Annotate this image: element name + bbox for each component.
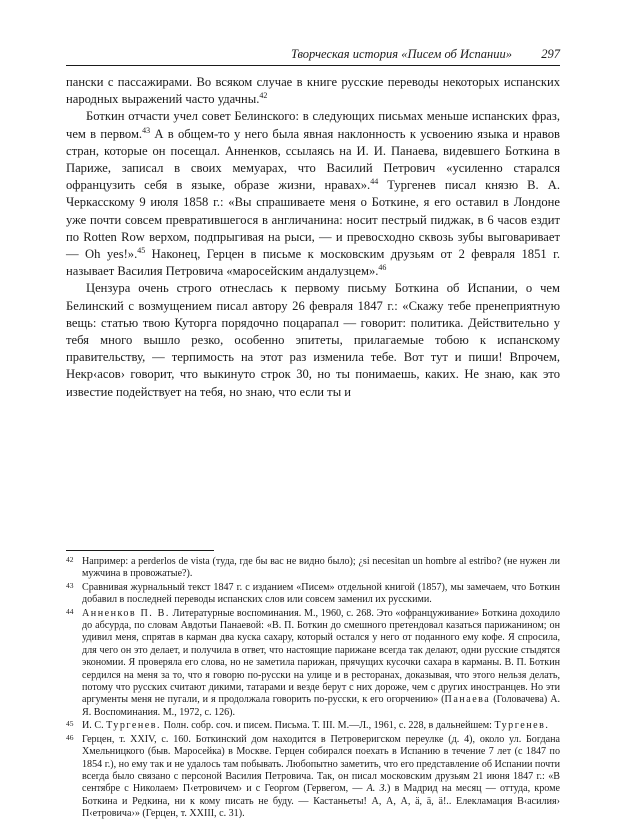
- footnote-ref: 42: [259, 91, 268, 101]
- footnote-text: Сравнивая журнальный текст 1847 г. с изданием «Писем» отдельной книгой (1857), мы замечаем, что Боткин добавил в последней переводы испанских слов или совсем заменил их русскими.: [82, 581, 560, 606]
- footnote-ref: 43: [142, 125, 151, 135]
- page-number: 297: [541, 47, 560, 61]
- footnotes: [66, 556, 560, 822]
- footnote-mark: 42: [66, 555, 74, 564]
- paragraph: [66, 74, 560, 108]
- running-header: [66, 46, 560, 64]
- footnote: [66, 556, 560, 581]
- header-rule: [66, 65, 560, 66]
- paragraph-text: Наконец, Герцен в письме к московским друзьям от 2 февраля 1851 г. называет Василия Петровича «маросейским андалузцем».: [66, 247, 560, 279]
- footnote-text: (Головачева) А. Я. Воспоминания. М., 1972, с. 126).: [82, 694, 561, 718]
- footnote-ref: 44: [370, 177, 379, 187]
- footnote-text: Герцен, т. XXIV, с. 160. Боткинский дом находится в Петроверигском переулке (д. 4), около ул. Богдана Хмельницкого (быв. Маросейка) в Москве. Герцен собирался поехать в Испанию в течение 7 лет (с 1847 по 1854 г.), но ему так и не удалось там побывать. Любопытно заметить, что его представление об Испании почти всегда было связано с персоной Василия Петровича. Так, он писал московским друзьям 21 июня 1847 г.: «В сентябре с Николаем› П‹етровичем› и с Георгом (Гервегом, —: [82, 733, 560, 795]
- paragraph-text: Боткин отчасти учел совет Белинского: в следующих письмах меньше испанских фраз, чем в первом.: [66, 109, 560, 141]
- footnote-mark: 43: [66, 580, 74, 590]
- footnote-text: Например: a perderlos de vista (туда, где бы вас не видно было); ¿si necesitan un hombre al estribo? (не нужен ли мужчина в провожатые?).: [82, 556, 560, 580]
- footnote-italic: А. З.: [366, 783, 388, 795]
- footnote: [66, 582, 560, 607]
- footnote-author: Панаева: [444, 694, 491, 706]
- footnote-mark: 46: [66, 732, 74, 742]
- footnote-author: Анненков П. В.: [82, 607, 170, 619]
- paragraph-text: Тургенев писал князю В. А. Черкасскому 9 июля 1858 г.: «Вы спрашиваете меня о Боткине, я его оставил в Лондоне уже почти совсем превратившегося в англичанина: носит пестрый пиджак, в 6 часов ездит по Rotten Row верхом, подпрыгивая на рыси, — и превосходно сквозь зубы выговаривает — Oh yes!».: [66, 178, 560, 262]
- paragraph-text: пански с пассажирами. Во всяком случае в книге русские переводы некоторых испанских народных выражений часто удачны.: [66, 75, 560, 107]
- footnote-rule: [66, 550, 214, 551]
- footnote-text: Литературные воспоминания. М., 1960, с. 268. Это «офранцуживание» Боткина доходило до абсурда, по словам Авдотьи Панаевой: «В. П. Боткин до смешного претендовал казаться парижанином; он удивил меня, спрятав в карман два куска сахару, который остался у него от поданного ему кофе. Я спросила, для чего он это делает, и получила в ответ, что настоящие парижане всегда так делают, одни русские стыдятся экономии. Я проверяла его слова, но не заметила парижан, прячущих кусочки сахара в карманы. В. П. Боткин сердился на меня за то, что я говорю по-русски на улице и в ресторанах, доказывая, что этого нельзя делать, потому что русских считают дикими, татарами и везде берут с них дороже, чем с других иностранцев. Но эти аргументы меня не пугали, и я продолжала говорить по-русски, к его огорчению» (: [82, 607, 560, 706]
- footnote-ref: 45: [137, 245, 146, 255]
- main-text: [66, 74, 560, 401]
- footnote-author: Тургенев.: [106, 720, 162, 732]
- paragraph: [66, 280, 560, 400]
- footnote-author: Тургенев.: [494, 720, 550, 732]
- paragraph: [66, 108, 560, 280]
- footnote: [66, 720, 560, 732]
- footnote: [66, 734, 560, 821]
- footnote-text: И. С.: [82, 720, 107, 732]
- running-title: Творческая история «Писем об Испании»: [291, 47, 512, 61]
- paragraph-text: А в общем-то у него была явная наклонность к усвоению языка и нравов стран, которые он посещал. Анненков, ссылаясь на И. И. Панаева, видевшего Боткина в Париже, записал в своих мемуарах, что Василий Петрович «усиленно старался офранцузить себя в языке, образе жизни, нравах».: [66, 126, 560, 193]
- footnote-ref: 46: [378, 263, 387, 273]
- footnote-mark: 44: [66, 606, 74, 616]
- footnote: [66, 608, 560, 720]
- footnote-text: Полн. собр. соч. и писем. Письма. Т. III. М.—Л., 1961, с. 228, в дальнейшем:: [161, 720, 495, 732]
- paragraph-text: Цензура очень строго отнеслась к первому письму Боткина об Испании, о чем Белинский с возмущением писал автору 26 февраля 1847 г.: «Скажу тебе пренеприятную вещь: статью твою Куторга порядочно поцарапал — говорит: политика. Действительно у тебя много вышло резко, особенно эпитеты, прилагаемые тобою к испанскому правительству, — терпимость на этот раз изменила тебе. Вот тут и пиши! Впрочем, Некр‹асов› говорит, что выкинуто строк 30, но ты понимаешь, каких. Не знаю, как это известие подействует на тебя, но знаю, что если ты и: [66, 281, 560, 399]
- footnote-text: ) в Мадрид на месяц — оттуда, кроме Боткина и Редкина, ни к кому писать не буду. — Кастаньеты! А, А, А, ä, ä, ä!.. Елекламация В‹асилия› П‹етровича›» (Герцен, т. XXIII, с. 31).: [82, 783, 560, 820]
- footnote-mark: 45: [66, 719, 74, 729]
